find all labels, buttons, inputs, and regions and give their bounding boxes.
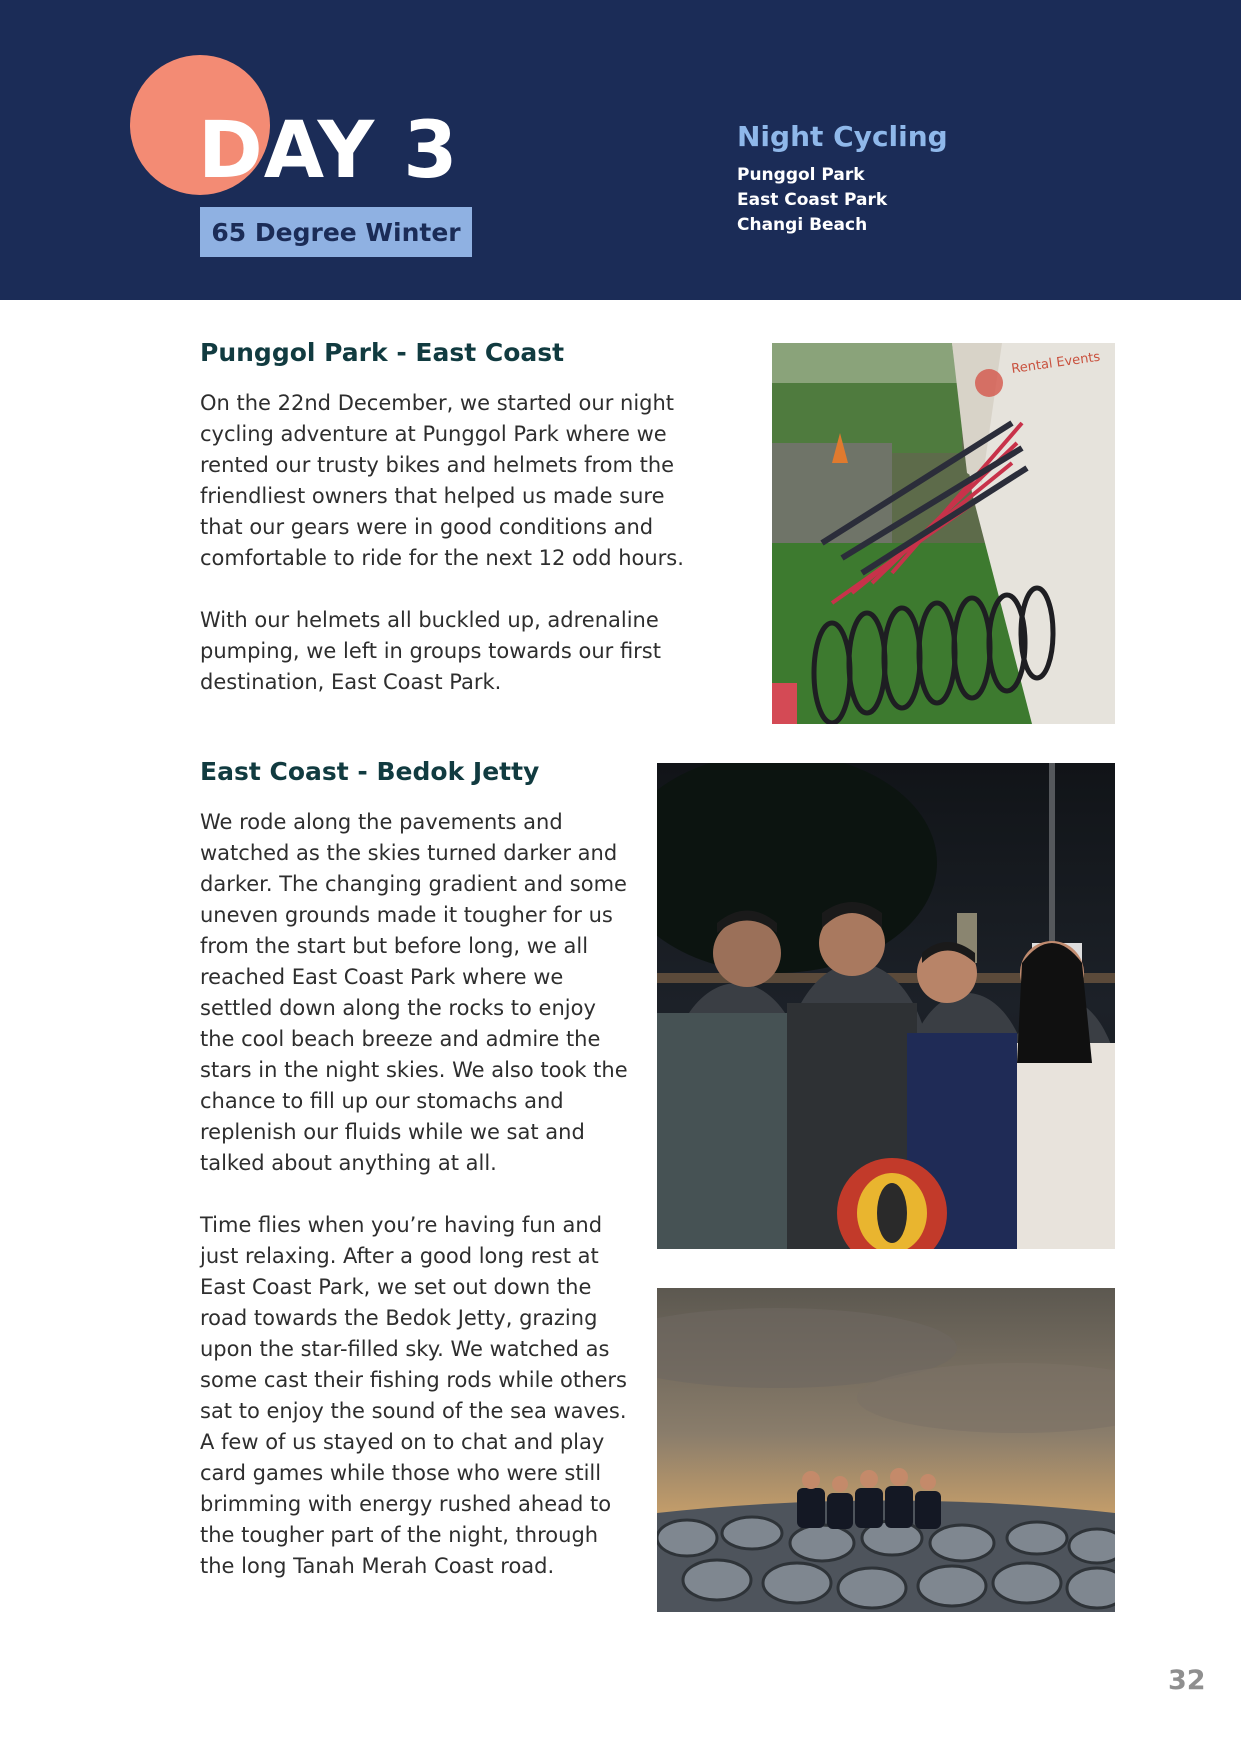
page-header (0, 0, 1241, 300)
route-stop: Changi Beach (737, 215, 868, 235)
route-stop: Punggol Park (737, 165, 865, 185)
section-paragraph: With our helmets all buckled up, adrenaline pumping, we left in groups towards our first destination, East Coast Park. (200, 608, 661, 694)
subtitle-badge (200, 207, 472, 257)
page-number: 32 (1168, 1665, 1206, 1696)
section-paragraph: On the 22nd December, we started our night cycling adventure at Punggol Park where we rented our trusty bikes and helmets from the friendliest owners that helped us made sure that our gears were in good conditions and comfortable to ride for the next 12 odd hours. (200, 391, 684, 570)
rental-sign-text: Rental Events (1010, 349, 1102, 377)
section-title-east-coast: East Coast - Bedok Jetty (200, 757, 540, 786)
subtitle-text: 65 Degree Winter (211, 217, 461, 247)
section-title-punggol: Punggol Park - East Coast (200, 338, 565, 367)
photo-group-jetty (657, 1288, 1115, 1612)
route-list (737, 163, 887, 238)
route-stop: East Coast Park (737, 190, 888, 210)
day-title: DAY 3 (198, 106, 459, 196)
section-paragraph: We rode along the pavements and watched as the skies turned darker and darker. The changing gradient and some uneven grounds made it tougher for us from the start but before long, we all reached East Coast Park where we settled down along the rocks to enjoy the cool beach breeze and admire the stars in the night skies. We also took the chance to fill up our stomachs and replenish our fluids while we sat and talked about anything at all. (200, 810, 628, 1175)
bikes-photo-image (772, 343, 1115, 724)
route-title: Night Cycling (737, 120, 948, 153)
photo-bikes (772, 343, 1115, 724)
group-jetty-photo-image (657, 1288, 1115, 1612)
group-night-photo-image (657, 763, 1115, 1249)
photo-group-night (657, 763, 1115, 1249)
section-paragraph: Time flies when you’re having fun and just relaxing. After a good long rest at East Coast Park, we set out down the road towards the Bedok Jetty, grazing upon the star-filled sky. We watched as some cast their fishing rods while others sat to enjoy the sound of the sea waves. A few of us stayed on to chat and play card games while those who were still brimming with energy rushed ahead to the tougher part of the night, through the long Tanah Merah Coast road. (200, 1213, 627, 1578)
